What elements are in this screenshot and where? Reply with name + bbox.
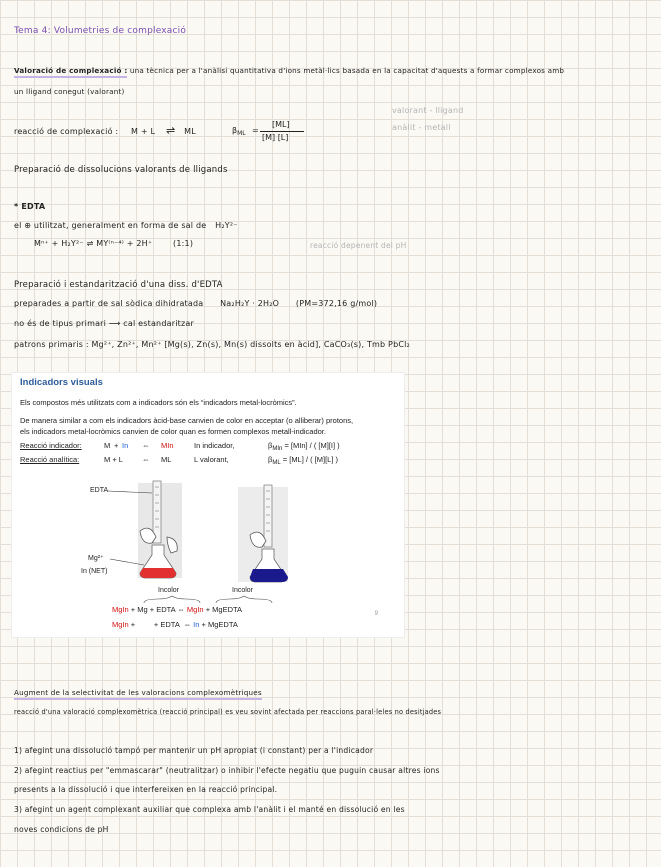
slide-paragraph-1: Els compostos més utilitzats com a indicadors són els “indicadors metal-locròmics”. <box>20 398 297 407</box>
augment-item-1: 1) afegint una dissolució tampó per mantenir un pH apropiat (i constant) per a l'indicador <box>14 746 374 755</box>
augment-item-2a: 2) afegint reactius per "emmascarar" (neutralitzar) o inhibir l'efecte negatiu que puguin causar altres ions <box>14 766 440 775</box>
augment-intro: reacció d'una valoració complexomètrica (reacció principal) es veu sovint afectada per reaccions paral·leles no desitjades <box>14 708 442 716</box>
slide-paragraph-2a: De manera similar a com els indicadors àcid-base canvien de color en acceptar (o alliberar) protons, <box>20 416 354 425</box>
prep-molar-mass: (PM=372,16 g/mol) <box>295 299 378 308</box>
mgedta-equation-1: MgIn + Mg + EDTA ⇔ MgIn + MgEDTA <box>112 605 243 614</box>
left-flask-red-solution <box>140 568 176 578</box>
edta-heading: * EDTA <box>14 202 46 211</box>
valoracio-definition: una tècnica per a l'anàlisi quantitativa d'ions metàl·lics basada en la capacitat d'aquests a formar complexos amb <box>129 66 565 75</box>
right-burette <box>264 485 272 547</box>
r1-description: In indicador, <box>194 441 235 450</box>
augment-item-3a: 3) afegint un agent complexant auxiliar que complexa amb l'anàlit i el manté en dissolució en les <box>14 805 405 814</box>
r1-beta: $\beta_{MIn} = [MIn]$ / ( [M][I] ) <box>268 441 340 452</box>
edta-reaction-line <box>34 239 193 248</box>
page-title: Tema 4: Volumetries de complexació <box>14 26 187 36</box>
right-flask-blue-solution <box>250 569 288 582</box>
incolor-label-2: Incolor <box>232 587 254 594</box>
augment-item-3b: noves condicions de pH <box>14 825 109 834</box>
r1-min: MIn <box>161 441 174 450</box>
preparacio-heading: Preparació de dissolucions valorants de lligands <box>14 165 228 175</box>
reaccio-reactants: M + L <box>131 127 156 136</box>
r2-double-arrow-icon: ⇔ <box>142 455 150 464</box>
r2-ml: ML <box>161 455 172 464</box>
edta-ratio: (1:1) <box>173 239 194 248</box>
in-net-label: In (NET) <box>81 568 108 575</box>
edta-reaction: Mⁿ⁺ + H₂Y²⁻ ⇌ MY⁽ⁿ⁻⁴⁾ + 2H⁺ <box>34 239 153 248</box>
slide-paragraph-2b: els indicadors metal-locròmics canvien de color quan es formen complexos metall-indicador. <box>20 427 326 436</box>
side-note-analit: anàlit - metall <box>392 123 451 132</box>
prep-line-4: patrons primaris : Mg²⁺, Zn²⁺, Mn²⁺ [Mg(s), Zn(s), Mn(s) dissolts en àcid], CaCO₃(s), Tmb PbCl₂ <box>14 340 410 349</box>
indicadors-slide <box>11 372 405 638</box>
slide-page-number: 9 <box>374 611 378 617</box>
r1-plus: + <box>114 441 119 450</box>
r2-reactants: M + L <box>104 455 123 464</box>
side-note-valorant: valorant - lligand <box>392 106 464 115</box>
valoracio-heading: Valoració de complexació : <box>14 66 127 78</box>
reaccio-indicador-label: Reacció indicador: <box>20 441 82 450</box>
titration-illustration <box>12 473 404 593</box>
valoracio-line-1 <box>14 66 564 75</box>
prep-line-2 <box>14 299 377 308</box>
equals-sign: = <box>252 126 259 135</box>
edta-formula: H₂Y²⁻ <box>215 221 238 230</box>
prep-line-3: no és de tipus primari ⟶ cal estandaritzar <box>14 319 194 328</box>
fraction-numerator: [ML] <box>272 120 290 129</box>
beta-symbol: $\beta_{ML}$ <box>232 126 246 137</box>
incolor-label-1: Incolor <box>158 587 180 594</box>
prep-heading: Preparació i estandarització d'una diss. d'EDTA <box>14 280 223 290</box>
reaccio-label: reacció de complexació : <box>14 127 119 136</box>
edta-ph-note: reacció depenent del pH <box>310 241 407 250</box>
valoracio-line-2: un lligand conegut (valorant) <box>14 87 125 96</box>
prep-sal-sodica: preparades a partir de sal sòdica dihidratada <box>14 299 204 308</box>
reaccio-product: ML <box>184 127 196 136</box>
edta-label: EDTA <box>90 487 109 494</box>
r1-double-arrow-icon: ⇔ <box>142 441 150 450</box>
fraction-bar <box>260 131 304 132</box>
prep-formula: Na₂H₂Y · 2H₂O <box>220 299 280 308</box>
r2-beta: $\beta_{ML} = [ML]$ / ( [M][L] ) <box>268 455 338 466</box>
mg-label: Mg²⁺ <box>88 555 104 562</box>
equilibrium-arrow-icon: ⇌ <box>165 124 176 137</box>
fraction-denominator: [M] [L] <box>262 133 289 142</box>
edta-line-1 <box>14 221 238 230</box>
r2-description: L valorant, <box>194 455 229 464</box>
r1-in: In <box>122 441 129 450</box>
incolor-braces <box>12 595 404 605</box>
augment-heading: Augment de la selectivitat de les valoracions complexomètriques <box>14 688 262 697</box>
reaccio-line <box>14 124 196 137</box>
mgedta-equation-2: MgIn + + EDTA ⇔ In + MgEDTA <box>112 620 238 629</box>
slide-title: Indicadors visuals <box>20 377 103 388</box>
r1-m: M <box>104 441 111 450</box>
reaccio-analitica-label: Reacció analítica: <box>20 455 80 464</box>
augment-item-2b: presents a la dissolució i que interfereixen en la reacció principal. <box>14 785 278 794</box>
edta-description: el ⊕ utilitzat, generalment en forma de sal de <box>14 221 207 230</box>
